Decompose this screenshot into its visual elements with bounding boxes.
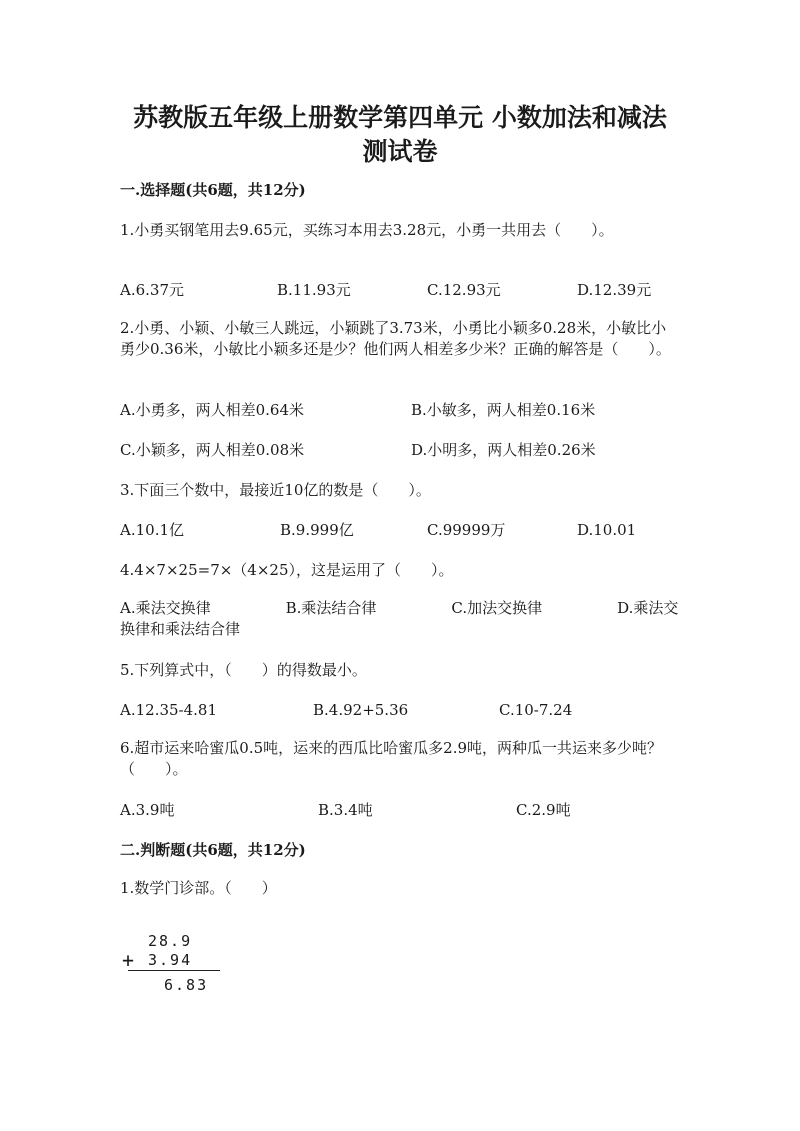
- q2-option-a: A.小勇多，两人相差0.64米: [120, 401, 304, 419]
- title-line-1: 苏教版五年级上册数学第四单元 小数加法和减法: [133, 103, 667, 132]
- judge-question-1: 1.数学门诊部。（ ）: [120, 879, 277, 897]
- q1-option-d: D.12.39元: [577, 281, 652, 299]
- question-1: 1.小勇买钢笔用去9.65元，买练习本用去3.28元，小勇一共用去（ ）。: [120, 221, 614, 239]
- question-3: 3.下面三个数中，最接近10亿的数是（ ）。: [120, 481, 431, 499]
- q2-option-b: B.小敏多，两人相差0.16米: [411, 401, 596, 419]
- section-choice-heading: 一.选择题(共6题，共12分): [120, 181, 306, 199]
- question-2: 2.小勇、小颖、小敏三人跳远，小颖跳了3.73米，小勇比小颖多0.28米，小敏比小勇少0.36米，小敏比小颖多还是少？他们两人相差多少米？正确的解答是（ ）。: [120, 319, 671, 358]
- q2-option-d: D.小明多，两人相差0.26米: [411, 441, 596, 459]
- question-4: 4.4×7×25=7×（4×25），这是运用了（ ）。: [120, 561, 454, 579]
- q1-option-a: A.6.37元: [120, 281, 184, 299]
- q6-option-a: A.3.9吨: [120, 801, 175, 819]
- q6-option-c: C.2.9吨: [516, 801, 571, 819]
- sum-result: 6.83: [164, 976, 209, 994]
- q4-options: A.乘法交换律 B.乘法结合律 C.加法交换律 D.乘法交换律和乘法结合律: [120, 599, 679, 638]
- q2-option-c: C.小颖多，两人相差0.08米: [120, 441, 305, 459]
- q5-option-c: C.10-7.24: [499, 701, 573, 719]
- q1-option-b: B.11.93元: [277, 281, 351, 299]
- addend-bottom: 3.94: [148, 951, 193, 969]
- addend-top: 28.9: [148, 932, 193, 950]
- q3-option-d: D.10.01: [577, 521, 637, 539]
- title-line-2: 测试卷: [362, 137, 438, 166]
- plus-sign: +: [122, 948, 137, 972]
- q6-option-b: B.3.4吨: [318, 801, 373, 819]
- vertical-addition: [118, 928, 238, 998]
- q5-option-b: B.4.92+5.36: [313, 701, 409, 719]
- question-5: 5.下列算式中，（ ）的得数最小。: [120, 661, 367, 679]
- sum-line: [128, 970, 220, 971]
- q3-option-c: C.99999万: [427, 521, 506, 539]
- q1-option-c: C.12.93元: [427, 281, 501, 299]
- question-6: 6.超市运来哈蜜瓜0.5吨，运来的西瓜比哈蜜瓜多2.9吨，两种瓜一共运来多少吨？（ ）。: [120, 739, 663, 778]
- q5-option-a: A.12.35-4.81: [120, 701, 218, 719]
- section-judge-heading: 二.判断题(共6题，共12分): [120, 841, 306, 859]
- q3-option-b: B.9.999亿: [280, 521, 354, 539]
- q3-option-a: A.10.1亿: [120, 521, 184, 539]
